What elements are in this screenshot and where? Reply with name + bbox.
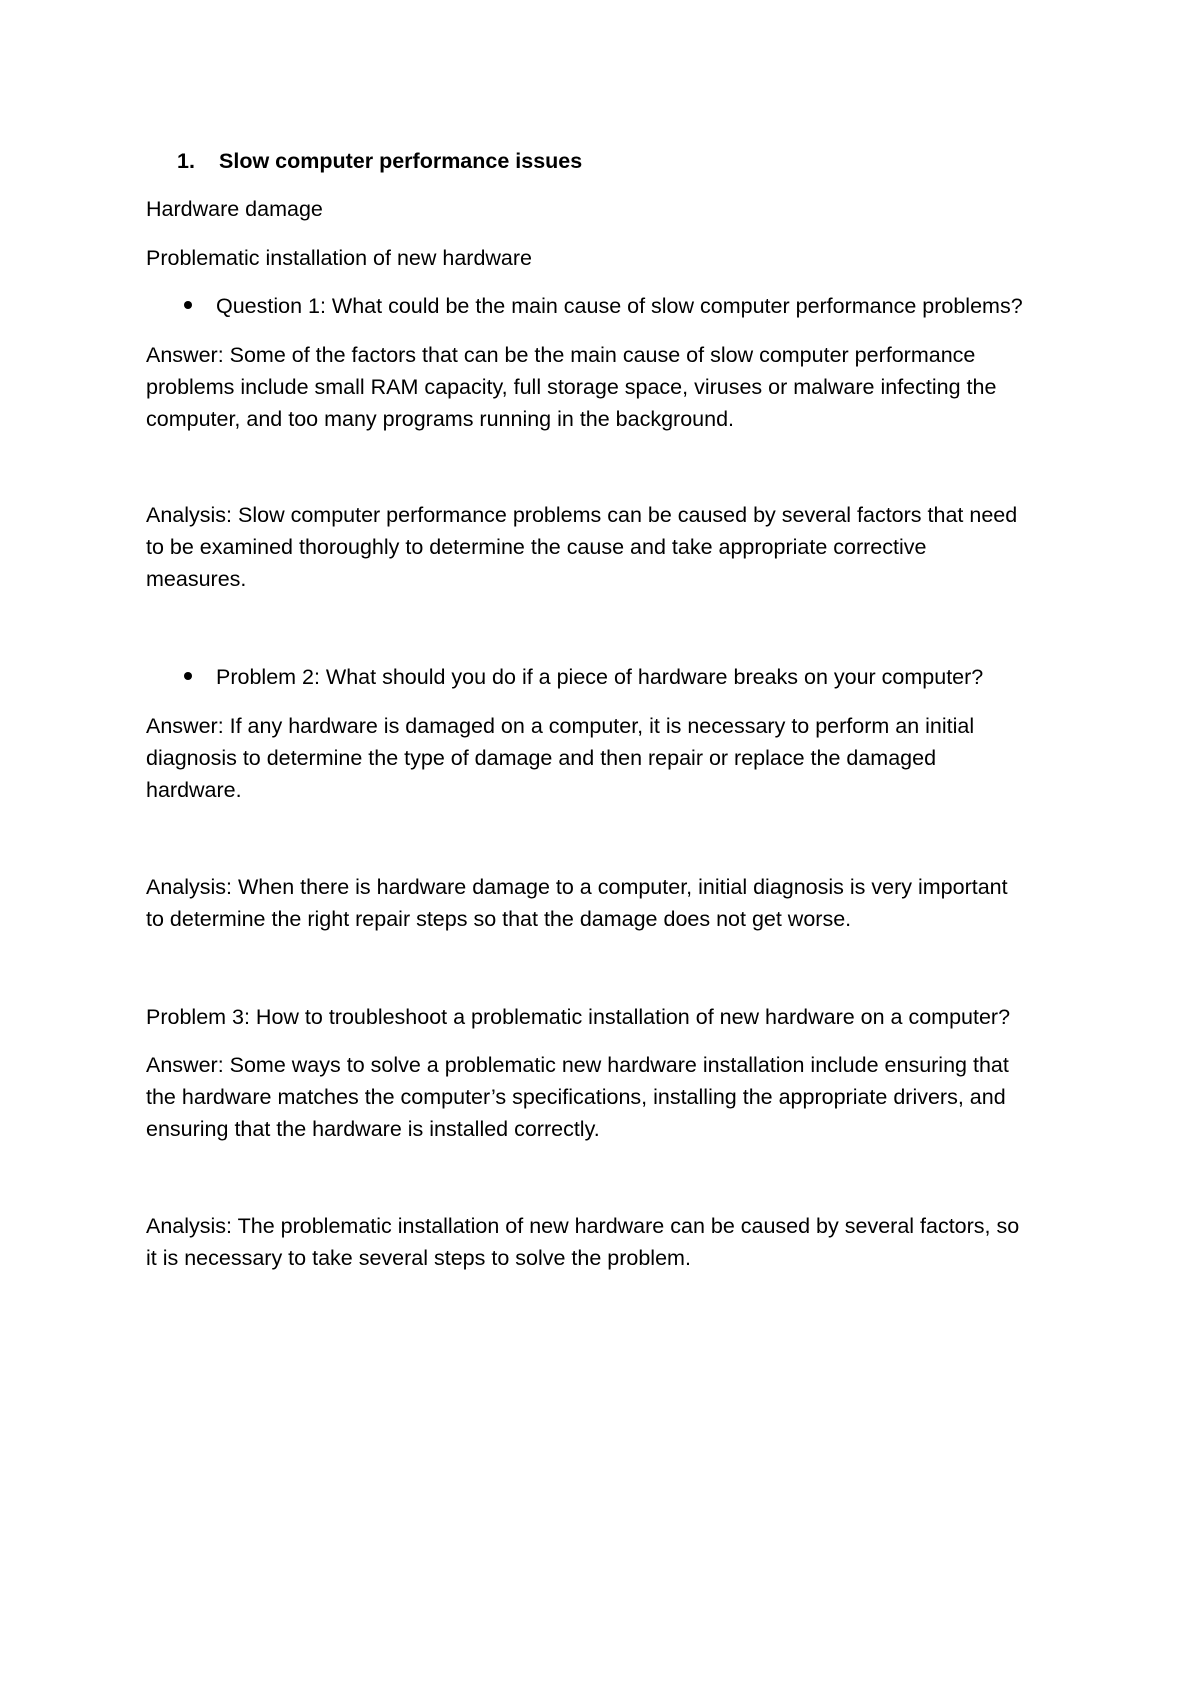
q3-analysis-line: Analysis: The problematic installation of new hardware can be caused by several factors, so (146, 1214, 1020, 1238)
q1-answer-line: computer, and too many programs running in the background. (146, 407, 735, 431)
q3-answer-line: ensuring that the hardware is installed correctly. (146, 1117, 600, 1141)
q1-analysis-line: Analysis: Slow computer performance problems can be caused by several factors that need (146, 503, 1018, 527)
q2-answer (146, 710, 1076, 806)
q1-answer-line: Answer: Some of the factors that can be the main cause of slow computer performance (146, 343, 976, 367)
q3-analysis (146, 1210, 1076, 1274)
q1-answer (146, 339, 1076, 435)
q3-analysis-line: it is necessary to take several steps to solve the problem. (146, 1246, 691, 1270)
q1-question: Question 1: What could be the main cause of slow computer performance problems? (216, 294, 1023, 318)
q2-answer-line: diagnosis to determine the type of damage and then repair or replace the damaged (146, 746, 937, 770)
line-hardware-damage: Hardware damage (146, 197, 323, 221)
q2-analysis-line: Analysis: When there is hardware damage to a computer, initial diagnosis is very important (146, 875, 1008, 899)
q2-question: Problem 2: What should you do if a piece of hardware breaks on your computer? (216, 665, 984, 689)
q2-answer-line: hardware. (146, 778, 242, 802)
q3-question: Problem 3: How to troubleshoot a problematic installation of new hardware on a computer? (146, 1005, 1011, 1029)
q2-answer-line: Answer: If any hardware is damaged on a computer, it is necessary to perform an initial (146, 714, 975, 738)
q2-bullet-item (177, 661, 983, 693)
q1-bullet-item (177, 290, 1023, 322)
q1-analysis-line: measures. (146, 567, 247, 591)
heading-number: 1. (177, 149, 195, 173)
q3-answer-line: Answer: Some ways to solve a problematic new hardware installation include ensuring that (146, 1053, 1009, 1077)
section-heading (177, 145, 582, 177)
q1-analysis-line: to be examined thoroughly to determine the cause and take appropriate corrective (146, 535, 927, 559)
q1-answer-line: problems include small RAM capacity, full storage space, viruses or malware infecting the (146, 375, 997, 399)
q3-answer (146, 1049, 1076, 1145)
bullet-icon (184, 301, 192, 309)
heading-text: Slow computer performance issues (219, 149, 583, 173)
q2-analysis (146, 871, 1076, 935)
q1-analysis (146, 499, 1076, 595)
line-problematic-installation: Problematic installation of new hardware (146, 246, 533, 270)
bullet-icon (184, 672, 192, 680)
q3-answer-line: the hardware matches the computer’s specifications, installing the appropriate drivers, and (146, 1085, 1006, 1109)
q2-analysis-line: to determine the right repair steps so that the damage does not get worse. (146, 907, 852, 931)
